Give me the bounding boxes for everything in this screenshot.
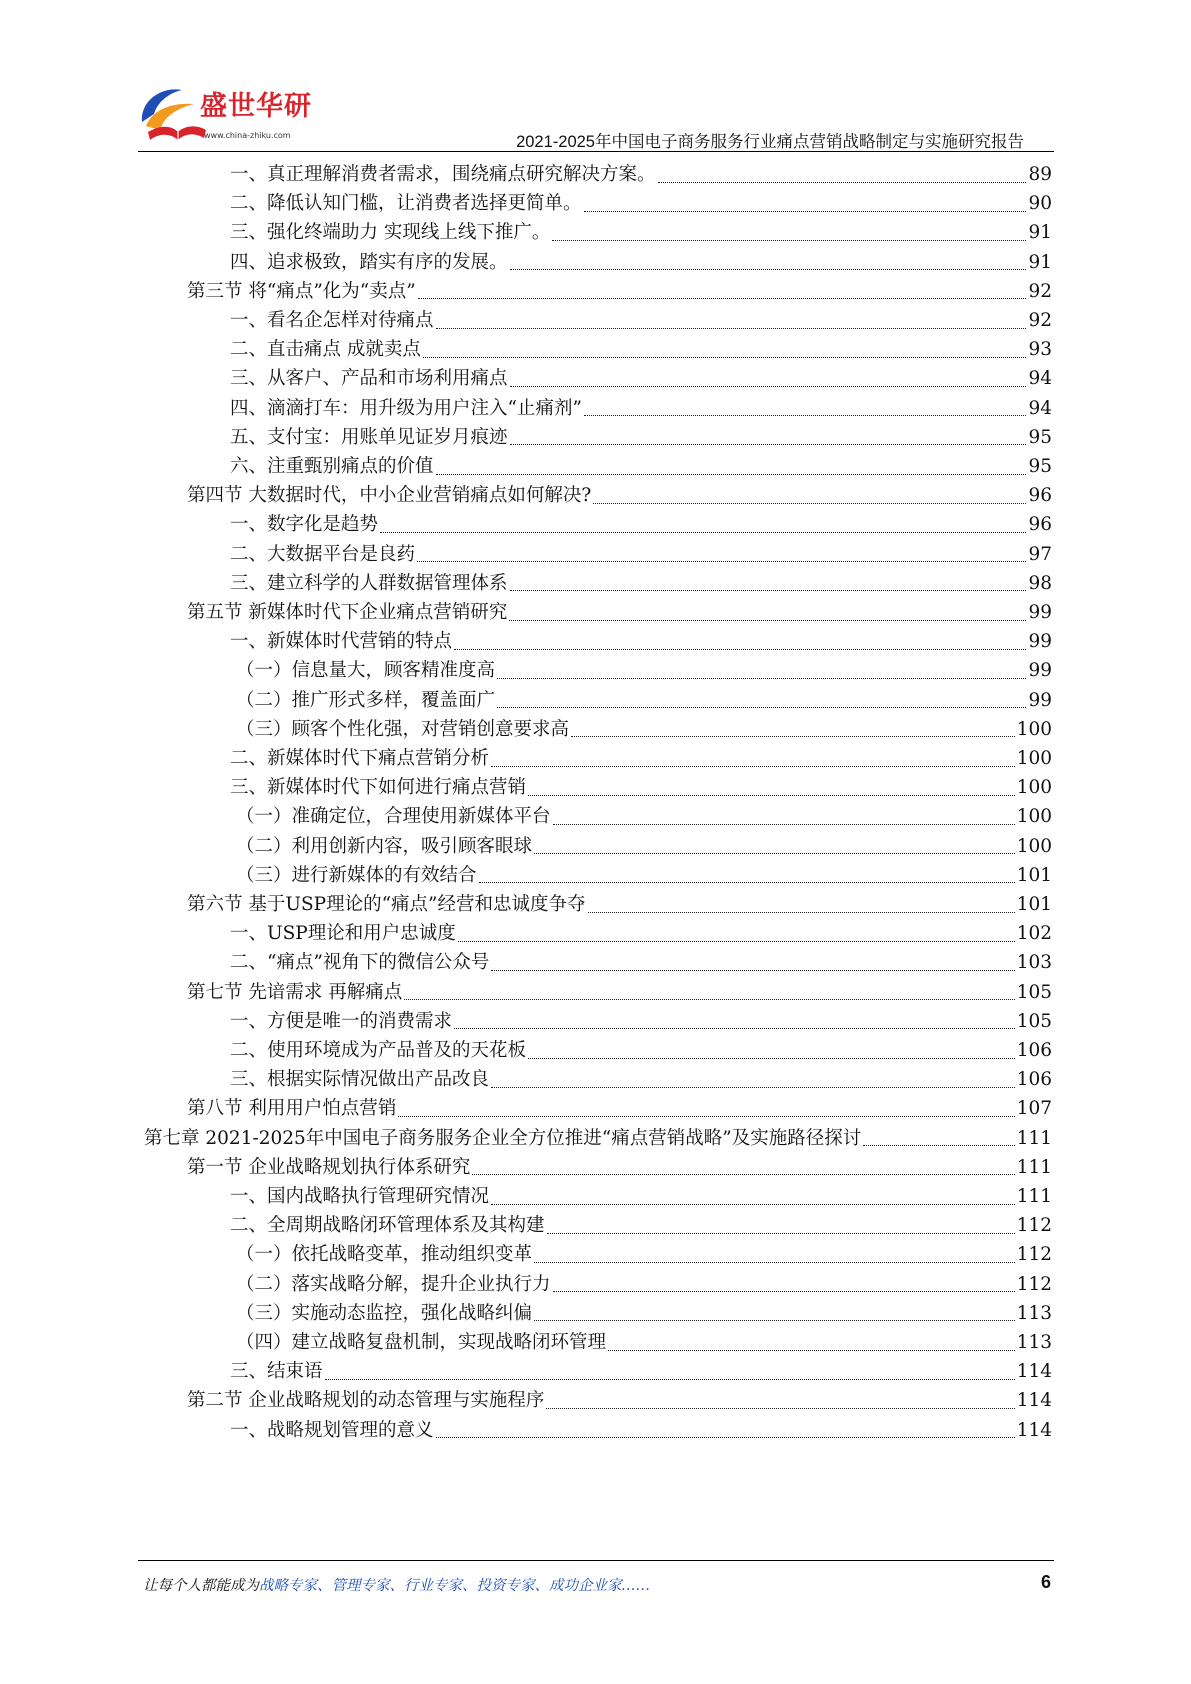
toc-entry[interactable]	[144, 1123, 1052, 1154]
toc-entry-page: 106	[1016, 1040, 1052, 1061]
toc-leader-dots	[510, 385, 1027, 387]
toc-entry[interactable]	[230, 188, 1052, 219]
toc-entry[interactable]	[230, 1064, 1052, 1095]
toc-leader-dots	[553, 823, 1015, 825]
toc-entry[interactable]	[230, 509, 1052, 540]
toc-entry[interactable]	[230, 539, 1052, 570]
header-divider	[138, 151, 1054, 152]
toc-entry-title: 二、降低认知门槛，让消费者选择更简单。	[230, 193, 582, 215]
toc-leader-dots	[571, 735, 1015, 737]
toc-leader-dots	[534, 1319, 1015, 1321]
toc-leader-dots	[491, 765, 1015, 767]
toc-entry-title: 二、大数据平台是良药	[230, 543, 416, 565]
toc-leader-dots	[510, 443, 1027, 445]
toc-leader-dots	[534, 1261, 1015, 1263]
toc-entry-title: 一、数字化是趋势	[230, 514, 379, 536]
toc-entry-title: 第八节 利用用户怕点营销	[187, 1098, 397, 1120]
logo-name: 盛世华研	[200, 91, 312, 122]
toc-entry-title: 二、全周期战略闭环管理体系及其构建	[230, 1215, 545, 1237]
toc-entry[interactable]	[187, 480, 1052, 511]
toc-entry-page: 114	[1016, 1390, 1052, 1412]
toc-entry-page: 91	[1028, 251, 1052, 273]
report-title: 2021-2025年中国电子商务服务行业痛点营销战略制定与实施研究报告	[516, 133, 1024, 151]
toc-leader-dots	[398, 1115, 1014, 1117]
toc-entry-title: （三）顾客个性化强，对营销创意要求高	[236, 718, 570, 740]
toc-leader-dots	[528, 794, 1015, 796]
toc-entry[interactable]	[230, 1006, 1052, 1037]
toc-entry-title: （一）信息量大，顾客精准度高	[236, 660, 496, 682]
toc-leader-dots	[510, 589, 1027, 591]
toc-entry-page: 114	[1016, 1419, 1052, 1441]
toc-entry-page: 102	[1016, 923, 1052, 945]
toc-entry-page: 95	[1028, 456, 1052, 477]
toc-entry[interactable]	[236, 655, 1052, 686]
toc-entry-title: 三、结束语	[230, 1361, 323, 1383]
toc-leader-dots	[534, 852, 1015, 854]
toc-entry[interactable]	[230, 568, 1052, 599]
toc-leader-dots	[436, 473, 1027, 475]
toc-entry-title: 六、注重甄别痛点的价值	[230, 456, 434, 477]
toc-entry-page: 90	[1028, 193, 1052, 215]
toc-leader-dots	[491, 1086, 1015, 1088]
toc-leader-dots	[454, 1027, 1015, 1029]
toc-entry-title: （四）建立战略复盘机制，实现战略闭环管理	[236, 1332, 607, 1353]
toc-entry-page: 99	[1028, 689, 1052, 711]
toc-entry-title: 二、“痛点”视角下的微信公众号	[230, 952, 490, 974]
toc-entry-page: 96	[1028, 485, 1052, 507]
logo-url: www.china-zhiku.com	[204, 131, 291, 140]
toc-entry-title: 第五节 新媒体时代下企业痛点营销研究	[187, 602, 508, 623]
toc-entry[interactable]	[230, 217, 1052, 248]
toc-entry-page: 100	[1016, 748, 1052, 769]
toc-entry-page: 113	[1016, 1302, 1052, 1324]
footer-divider	[138, 1560, 1054, 1561]
toc-entry[interactable]	[187, 977, 1052, 1008]
toc-leader-dots	[491, 1203, 1015, 1205]
company-logo	[138, 80, 328, 150]
toc-entry[interactable]	[230, 247, 1052, 278]
toc-entry-title: 三、新媒体时代下如何进行痛点营销	[230, 777, 527, 799]
toc-entry-page: 114	[1016, 1361, 1052, 1383]
toc-entry-title: 一、国内战略执行管理研究情况	[230, 1186, 490, 1207]
toc-entry[interactable]	[236, 1269, 1052, 1300]
toc-leader-dots	[472, 1173, 1014, 1175]
toc-leader-dots	[325, 1378, 1015, 1380]
toc-entry-title: 一、方便是唯一的消费需求	[230, 1010, 453, 1032]
toc-entry[interactable]	[187, 597, 1052, 628]
toc-entry-page: 94	[1028, 397, 1052, 419]
page-header	[0, 0, 1191, 150]
toc-entry-page: 92	[1028, 280, 1052, 302]
toc-entry-page: 99	[1028, 631, 1052, 653]
toc-entry[interactable]	[230, 947, 1052, 978]
toc-entry-title: 三、强化终端助力 实现线上线下推广。	[230, 222, 551, 244]
toc-leader-dots	[593, 502, 1026, 504]
toc-entry[interactable]	[187, 889, 1052, 920]
toc-entry-title: 三、根据实际情况做出产品改良	[230, 1069, 490, 1091]
toc-leader-dots	[497, 677, 1026, 679]
toc-entry-title: 第七节 先谙需求 再解痛点	[187, 981, 403, 1003]
toc-entry-title: 一、看名企怎样对待痛点	[230, 310, 434, 331]
toc-entry-page: 100	[1016, 835, 1052, 857]
toc-entry-page: 112	[1016, 1244, 1052, 1266]
toc-leader-dots	[658, 181, 1027, 183]
toc-leader-dots	[479, 881, 1015, 883]
toc-entry[interactable]	[230, 305, 1052, 336]
toc-entry-page: 97	[1028, 543, 1052, 565]
toc-entry-title: （三）进行新媒体的有效结合	[236, 864, 477, 886]
toc-leader-dots	[509, 619, 1026, 621]
toc-entry-title: 第二节 企业战略规划的动态管理与实施程序	[187, 1390, 545, 1412]
toc-entry-title: 一、战略规划管理的意义	[230, 1419, 434, 1441]
toc-entry-page: 95	[1028, 426, 1052, 448]
toc-entry[interactable]	[187, 1093, 1052, 1124]
footer-slogan	[143, 1574, 651, 1595]
toc-entry-page: 111	[1016, 1127, 1052, 1149]
toc-entry-page: 100	[1016, 806, 1052, 828]
toc-entry[interactable]	[187, 1152, 1052, 1183]
logo-mark-icon	[138, 80, 208, 144]
toc-leader-dots	[584, 210, 1027, 212]
toc-entry-page: 101	[1016, 894, 1052, 915]
toc-leader-dots	[436, 1436, 1015, 1438]
toc-entry-title: 二、直击痛点 成就卖点	[230, 339, 421, 361]
toc-entry[interactable]	[187, 1385, 1052, 1416]
toc-entry-page: 99	[1028, 602, 1052, 623]
toc-entry-title: 五、支付宝：用账单见证岁月痕迹	[230, 426, 508, 448]
toc-entry-page: 105	[1016, 1010, 1052, 1032]
toc-leader-dots	[528, 1057, 1015, 1059]
toc-entry[interactable]	[230, 1181, 1052, 1212]
toc-leader-dots	[863, 1144, 1014, 1146]
toc-leader-dots	[510, 268, 1027, 270]
toc-entry-page: 113	[1016, 1332, 1052, 1353]
toc-entry-title: 一、新媒体时代营销的特点	[230, 631, 453, 653]
toc-entry-title: （二）推广形式多样，覆盖面广	[236, 689, 496, 711]
toc-entry[interactable]	[230, 334, 1052, 365]
toc-leader-dots	[423, 356, 1027, 358]
toc-leader-dots	[584, 414, 1027, 416]
toc-entry-page: 99	[1028, 660, 1052, 682]
toc-leader-dots	[458, 940, 1015, 942]
toc-leader-dots	[491, 969, 1014, 971]
toc-leader-dots	[454, 648, 1026, 650]
toc-entry-title: （一）依托战略变革，推动组织变革	[236, 1244, 533, 1266]
toc-entry-title: （二）利用创新内容，吸引顾客眼球	[236, 835, 533, 857]
toc-leader-dots	[380, 531, 1026, 533]
toc-entry-page: 100	[1016, 718, 1052, 740]
toc-leader-dots	[552, 239, 1026, 241]
toc-entry-page: 92	[1028, 310, 1052, 331]
toc-entry-title: 第七章 2021-2025年中国电子商务服务企业全方位推进“痛点营销战略”及实施路径探讨	[144, 1127, 862, 1149]
toc-entry-title: 二、使用环境成为产品普及的天花板	[230, 1040, 527, 1061]
toc-leader-dots	[608, 1349, 1015, 1351]
toc-leader-dots	[547, 1232, 1015, 1234]
toc-entry-title: 四、滴滴打车：用升级为用户注入“止痛剂”	[230, 397, 582, 419]
toc-entry[interactable]	[236, 685, 1052, 716]
toc-entry[interactable]	[230, 1356, 1052, 1387]
toc-entry[interactable]	[236, 831, 1052, 862]
toc-leader-dots	[497, 706, 1026, 708]
toc-entry-page: 112	[1016, 1215, 1052, 1237]
toc-entry-title: 三、建立科学的人群数据管理体系	[230, 572, 508, 594]
toc-entry[interactable]	[236, 714, 1052, 745]
toc-entry[interactable]	[230, 626, 1052, 657]
toc-entry[interactable]	[236, 860, 1052, 891]
toc-entry-page: 105	[1016, 981, 1052, 1003]
toc-entry-title: 一、USP理论和用户忠诚度	[230, 923, 456, 945]
toc-entry[interactable]	[236, 1327, 1052, 1358]
toc-entry-page: 103	[1016, 952, 1052, 974]
toc-entry-page: 91	[1028, 222, 1052, 244]
toc-entry-title: 第一节 企业战略规划执行体系研究	[187, 1156, 471, 1178]
toc-entry[interactable]	[230, 393, 1052, 424]
toc-entry-title: （一）准确定位，合理使用新媒体平台	[236, 806, 551, 828]
toc-leader-dots	[546, 1407, 1014, 1409]
toc-entry[interactable]	[230, 772, 1052, 803]
toc-entry-page: 94	[1028, 368, 1052, 390]
toc-entry-page: 107	[1016, 1098, 1052, 1120]
toc-entry[interactable]	[230, 918, 1052, 949]
toc-entry-title: 二、新媒体时代下痛点营销分析	[230, 748, 490, 769]
toc-leader-dots	[404, 998, 1014, 1000]
toc-entry[interactable]	[236, 1239, 1052, 1270]
toc-entry-title: （二）落实战略分解，提升企业执行力	[236, 1273, 551, 1295]
toc-entry[interactable]	[230, 1415, 1052, 1446]
toc-leader-dots	[417, 560, 1026, 562]
toc-entry-title: 第六节 基于USP理论的“痛点”经营和忠诚度争夺	[187, 894, 586, 915]
toc-entry-title: 三、从客户、产品和市场利用痛点	[230, 368, 508, 390]
toc-entry[interactable]	[230, 743, 1052, 774]
toc-entry[interactable]	[230, 1035, 1052, 1066]
toc-entry-title: 一、真正理解消费者需求，围绕痛点研究解决方案。	[230, 164, 656, 185]
toc-entry[interactable]	[230, 159, 1052, 190]
toc-entry-title: 第四节 大数据时代，中小企业营销痛点如何解决?	[187, 485, 592, 507]
toc-entry-page: 96	[1028, 514, 1052, 536]
toc-entry-page: 93	[1028, 339, 1052, 361]
toc-leader-dots	[588, 911, 1015, 913]
toc-entry-page: 111	[1016, 1156, 1052, 1178]
toc-entry-title: 第三节 将“痛点”化为“卖点”	[187, 280, 416, 302]
toc-entry-page: 101	[1016, 864, 1052, 886]
toc-leader-dots	[436, 327, 1027, 329]
footer-slogan-prefix: 让每个人都能成为	[143, 1578, 259, 1594]
toc-entry[interactable]	[230, 1210, 1052, 1241]
toc-entry[interactable]	[230, 451, 1052, 482]
toc-entry-title: 四、追求极致，踏实有序的发展。	[230, 251, 508, 273]
toc-entry[interactable]	[187, 276, 1052, 307]
toc-entry-page: 111	[1016, 1186, 1052, 1207]
toc-entry[interactable]	[236, 1298, 1052, 1329]
page-number: 6	[1040, 1572, 1051, 1592]
toc-entry-page: 89	[1028, 164, 1052, 185]
toc-entry-page: 100	[1016, 777, 1052, 799]
toc-entry-page: 98	[1028, 572, 1052, 594]
toc-entry-page: 106	[1016, 1069, 1052, 1091]
toc-leader-dots	[418, 297, 1027, 299]
toc-entry-title: （三）实施动态监控，强化战略纠偏	[236, 1302, 533, 1324]
toc-entry[interactable]	[230, 422, 1052, 453]
footer-slogan-highlight: 战略专家、管理专家、行业专家、投资专家、成功企业家……	[259, 1578, 651, 1594]
toc-entry[interactable]	[230, 363, 1052, 394]
toc-leader-dots	[553, 1290, 1015, 1292]
toc-entry[interactable]	[236, 801, 1052, 832]
toc-entry-page: 112	[1016, 1273, 1052, 1295]
